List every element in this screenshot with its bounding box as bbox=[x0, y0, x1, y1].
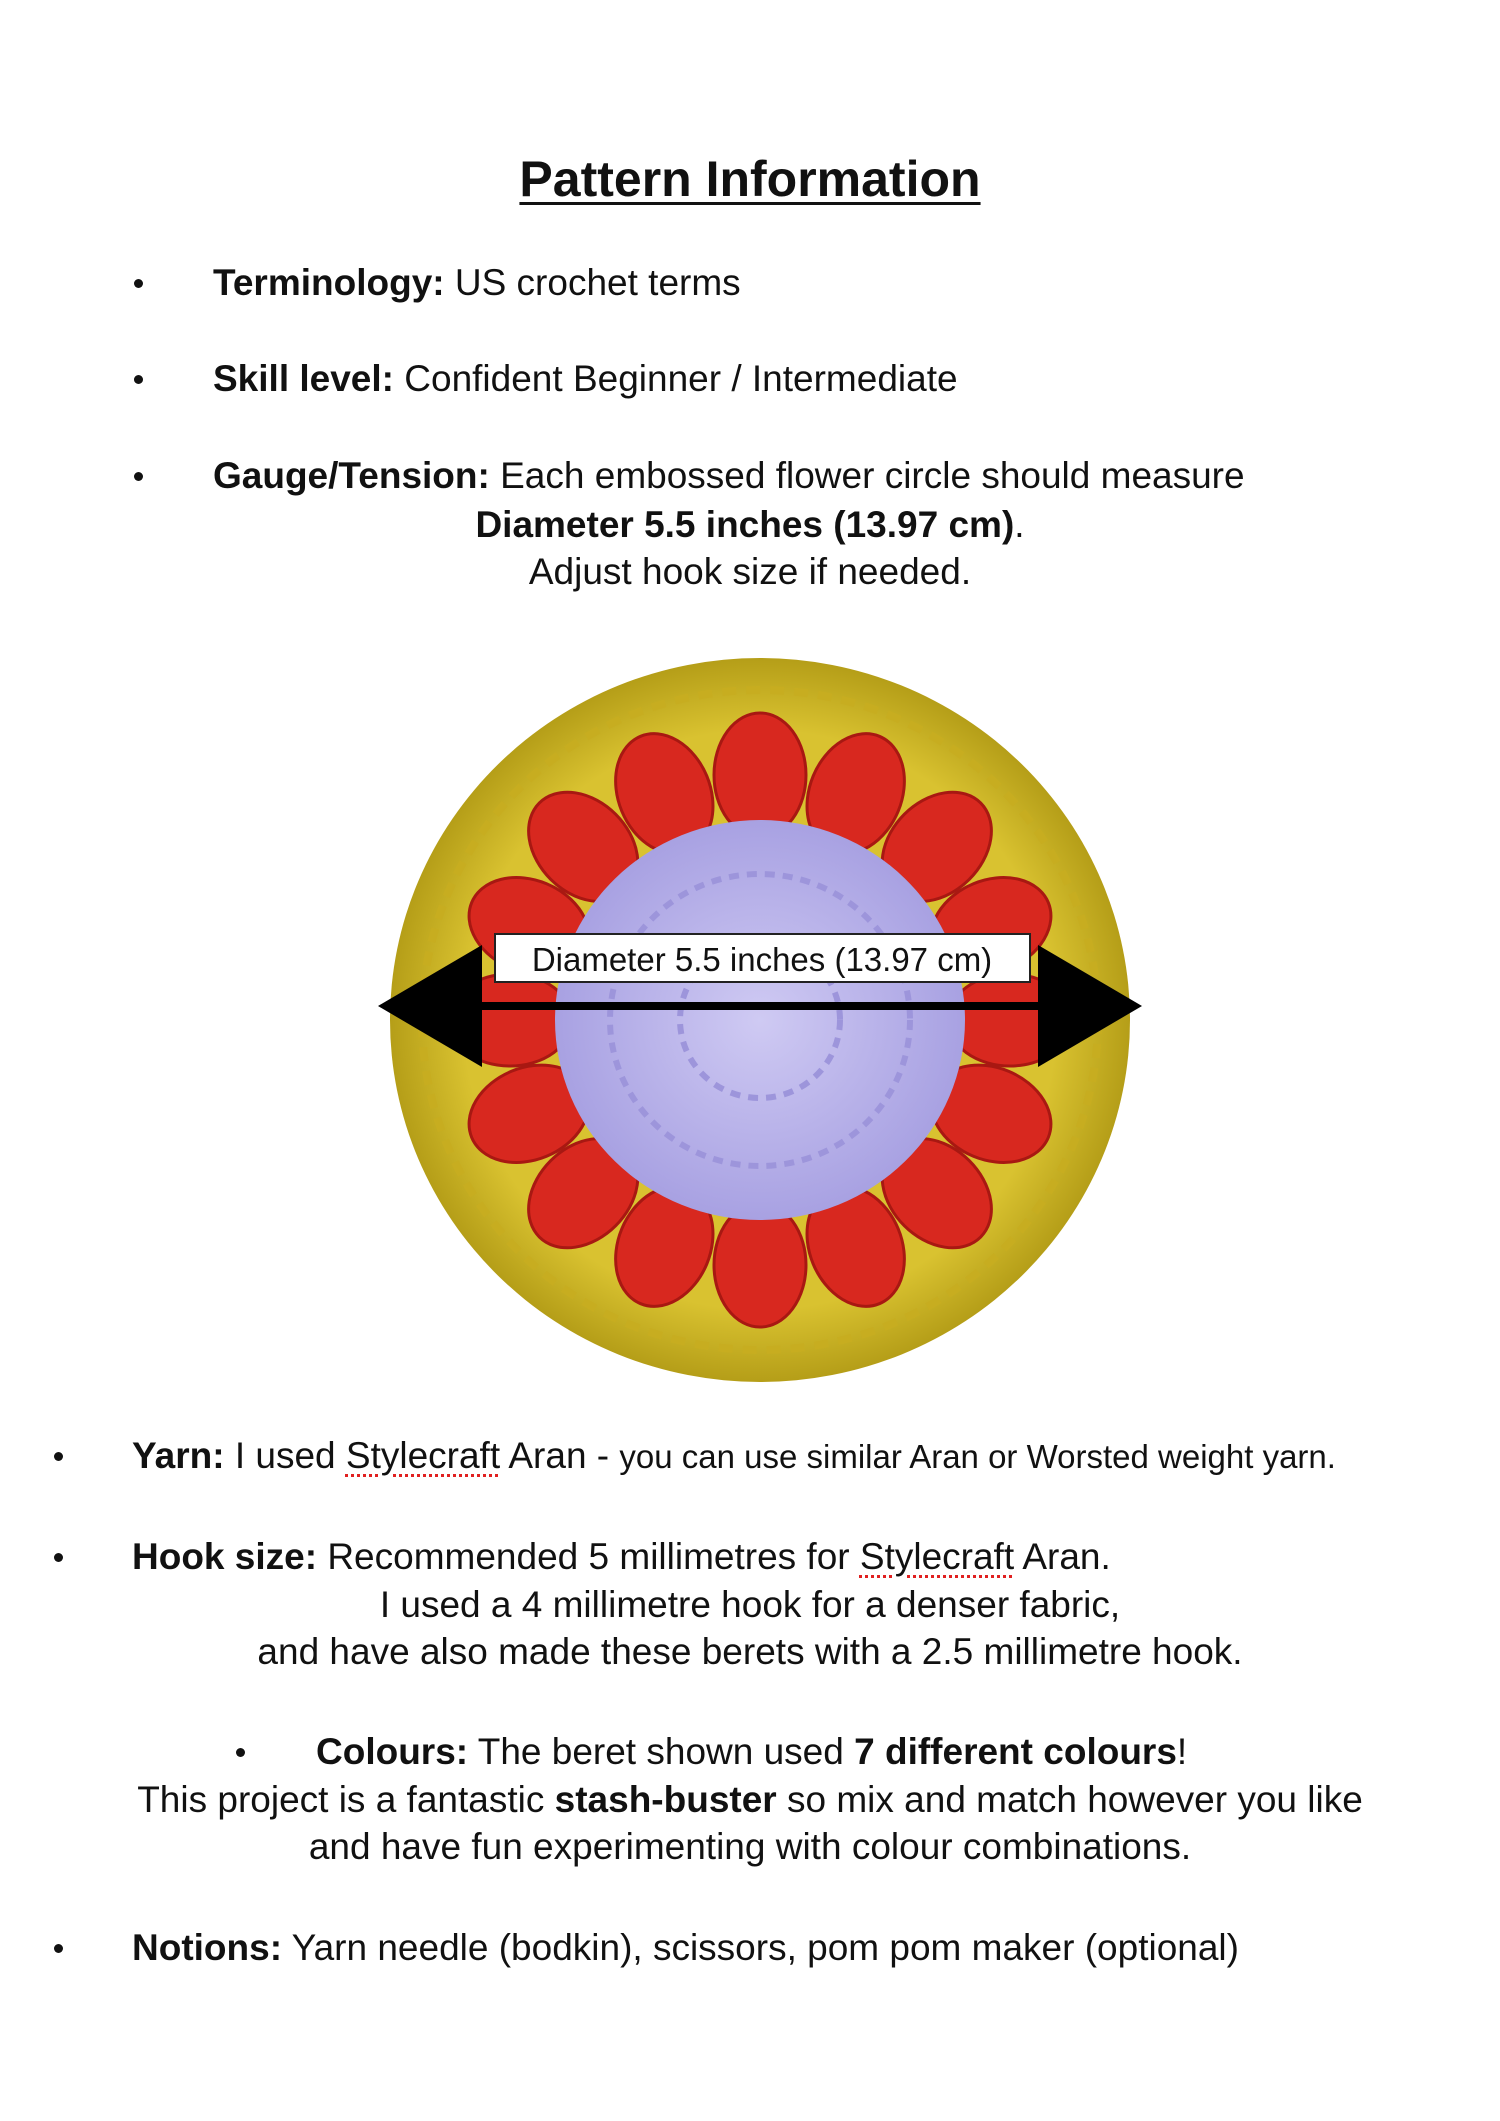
hook-brand: Stylecraft bbox=[859, 1536, 1015, 1577]
gauge-item bbox=[213, 452, 1245, 499]
page-title: Pattern Information bbox=[519, 151, 981, 207]
crochet-flower-circle-photo bbox=[370, 645, 1150, 1390]
lilac-center bbox=[555, 820, 965, 1220]
stash-buster: stash-buster bbox=[554, 1779, 777, 1820]
yarn-label: Yarn: bbox=[132, 1435, 225, 1476]
bullet-hook bbox=[54, 1553, 63, 1562]
colours-text: The beret shown used bbox=[468, 1731, 855, 1772]
colours-line-2c: so mix and match however you like bbox=[776, 1779, 1363, 1820]
petal bbox=[714, 713, 806, 837]
terminology-item bbox=[213, 259, 741, 306]
hook-text-2: Aran. bbox=[1014, 1536, 1111, 1577]
bullet-notions bbox=[54, 1944, 63, 1953]
yarn-item bbox=[132, 1432, 1336, 1480]
colours-exclaim: ! bbox=[1176, 1731, 1188, 1772]
skill-text: Confident Beginner / Intermediate bbox=[394, 358, 958, 399]
bullet-gauge bbox=[134, 472, 143, 481]
notions-item bbox=[132, 1924, 1239, 1971]
colours-line-2a: This project is a fantastic bbox=[137, 1779, 555, 1820]
gauge-adjust-line: Adjust hook size if needed. bbox=[528, 551, 972, 592]
gauge-diameter-line bbox=[0, 501, 1500, 548]
terminology-label: Terminology: bbox=[213, 262, 445, 303]
colours-line-2 bbox=[0, 1776, 1500, 1823]
colours-count: 7 different colours bbox=[854, 1731, 1177, 1772]
bullet-colours bbox=[236, 1748, 245, 1757]
petal bbox=[714, 1203, 806, 1327]
bullet-yarn bbox=[54, 1452, 63, 1461]
yarn-text: I used bbox=[224, 1435, 346, 1476]
skill-item bbox=[213, 355, 958, 402]
gauge-period: . bbox=[1014, 504, 1025, 545]
bullet-skill bbox=[134, 375, 143, 384]
yarn-brand: Stylecraft bbox=[345, 1435, 501, 1476]
hook-line-2: I used a 4 millimetre hook for a denser fabric, bbox=[379, 1584, 1121, 1625]
hook-line-3: and have also made these berets with a 2.5 millimetre hook. bbox=[257, 1631, 1243, 1672]
hook-item bbox=[132, 1533, 1111, 1580]
yarn-text-2: Aran - bbox=[500, 1435, 620, 1476]
gauge-label: Gauge/Tension: bbox=[213, 455, 490, 496]
hook-text: Recommended 5 millimetres for bbox=[317, 1536, 860, 1577]
yarn-text-3: you can use similar Aran or Worsted weight yarn. bbox=[619, 1438, 1336, 1475]
hook-label: Hook size: bbox=[132, 1536, 318, 1577]
skill-label: Skill level: bbox=[213, 358, 394, 399]
notions-label: Notions: bbox=[132, 1927, 283, 1968]
colours-line-3: and have fun experimenting with colour combinations. bbox=[308, 1826, 1192, 1867]
gauge-text: Each embossed flower circle should measure bbox=[489, 455, 1245, 496]
colours-item bbox=[316, 1728, 1187, 1775]
gauge-diameter: Diameter 5.5 inches (13.97 cm) bbox=[475, 504, 1015, 545]
terminology-text: US crochet terms bbox=[444, 262, 741, 303]
bullet-terminology bbox=[134, 279, 143, 288]
colours-label: Colours: bbox=[316, 1731, 469, 1772]
photo-caption: Diameter 5.5 inches (13.97 cm) bbox=[531, 941, 993, 978]
arrow-shaft bbox=[470, 1002, 1050, 1010]
notions-text: Yarn needle (bodkin), scissors, pom pom maker (optional) bbox=[282, 1927, 1239, 1968]
